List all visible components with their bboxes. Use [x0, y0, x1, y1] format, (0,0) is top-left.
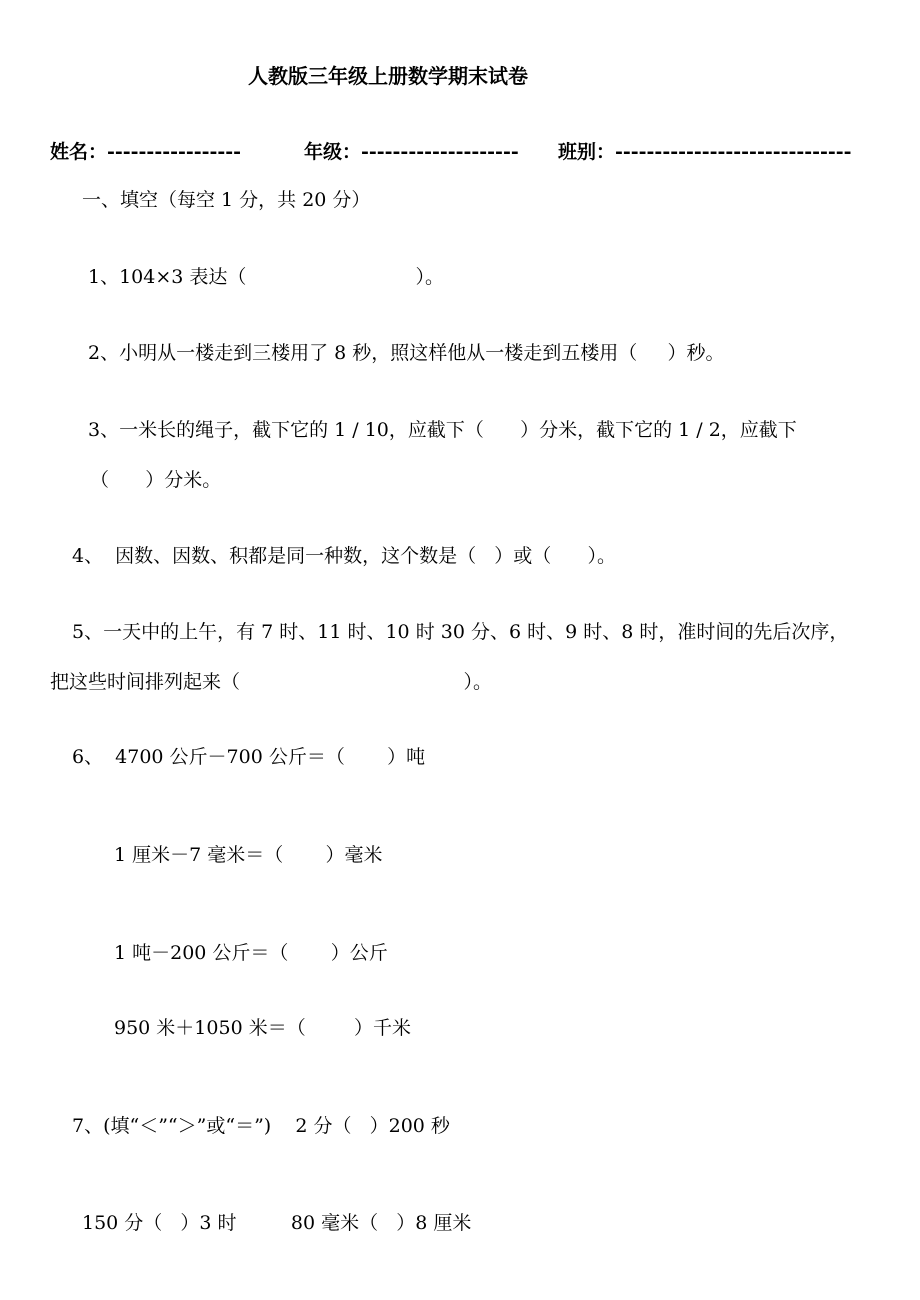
- question-7-line-1: 7、(填“＜”“＞”或“＝”) 2 分（ ）200 秒: [72, 1115, 450, 1137]
- question-6-item-2: 1 厘米－7 毫米＝（ ）毫米: [114, 844, 383, 866]
- question-5-line-2: 把这些时间排列起来（ ）。: [50, 671, 492, 693]
- grade-field-label: 年级：--------------------: [304, 141, 519, 163]
- question-6-item-1: 6、 4700 公斤－700 公斤＝（ ）吨: [72, 746, 426, 768]
- question-5-line-1: 5、一天中的上午，有 7 时、11 时、10 时 30 分、6 时、9 时、8 时，准时间的先后次序，: [72, 621, 849, 643]
- question-3-line-1: 3、一米长的绳子，截下它的 1 / 10，应截下（ ）分米，截下它的 1 / 2，应截下: [88, 419, 797, 441]
- question-6-item-4: 950 米＋1050 米＝（ ）千米: [114, 1017, 412, 1039]
- question-1: 1、104×3 表达（ ）。: [88, 266, 445, 288]
- question-3-line-2: （ ）分米。: [90, 469, 222, 491]
- page-title: 人教版三年级上册数学期末试卷: [248, 64, 528, 88]
- section-heading: 一、填空（每空 1 分，共 20 分）: [82, 189, 371, 211]
- question-6-item-3: 1 吨－200 公斤＝（ ）公斤: [114, 942, 388, 964]
- class-field-label: 班别：------------------------------: [558, 141, 852, 163]
- question-4: 4、 因数、因数、积都是同一种数，这个数是（ ）或（ ）。: [72, 545, 617, 567]
- question-7-line-2: 150 分（ ）3 时 80 毫米（ ）8 厘米: [82, 1212, 472, 1234]
- question-2: 2、小明从一楼走到三楼用了 8 秒，照这样他从一楼走到五楼用（ ）秒。: [88, 342, 725, 364]
- name-field-label: 姓名：-----------------: [50, 141, 242, 163]
